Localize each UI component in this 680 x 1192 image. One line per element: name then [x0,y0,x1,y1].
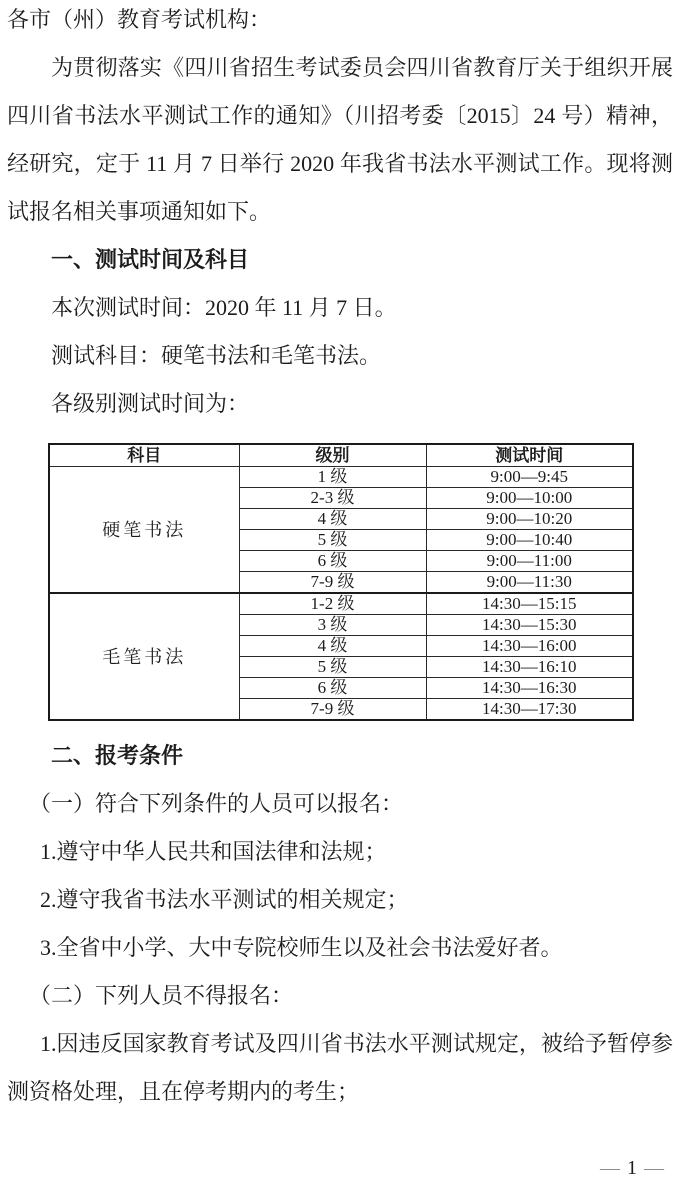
level-cell: 1-2 级 [239,593,426,615]
ineligible-intro: （二）下列人员不得报名： [29,983,294,1008]
level-cell: 4 级 [239,509,426,530]
time-cell: 9:00—10:40 [426,530,633,551]
intro-paragraph: 为贯彻落实《四川省招生考试委员会四川省教育厅关于组织开展四川省书法水平测试工作的通知》（川招考委〔2015〕24 号）精神，经研究，定于 11 月 7 日举行 2020 年我省书法水平测试工作。现将测试报名相关事项通知如下。 [7,55,673,224]
time-cell: 14:30—16:10 [426,657,633,678]
level-cell: 7-9 级 [239,699,426,721]
time-cell: 9:00—10:20 [426,509,633,530]
time-cell: 14:30—16:30 [426,678,633,699]
test-time-line: 本次测试时间：2020 年 11 月 7 日。 [51,295,397,320]
eligible-item-3: 3.全省中小学、大中专院校师生以及社会书法爱好者。 [40,935,563,960]
salutation: 各市（州）教育考试机构： [7,7,272,32]
page-number-dash-right: — [644,1157,664,1179]
eligible-item-1: 1.遵守中华人民共和国法律和法规； [40,839,387,864]
level-cell: 2-3 级 [239,488,426,509]
level-cell: 6 级 [239,678,426,699]
level-cell: 4 级 [239,636,426,657]
time-cell: 9:00—11:30 [426,572,633,594]
page-number: 1 [627,1157,637,1179]
ineligible-item-1: 1.因违反国家教育考试及四川省书法水平测试规定，被给予暂停参测资格处理，且在停考期内的考生； [7,1031,673,1104]
subject-cell-brush: 毛笔书法 [49,593,239,720]
level-cell: 5 级 [239,657,426,678]
page-footer [7,1144,673,1192]
section2-heading: 二、报考条件 [51,743,184,768]
time-cell: 9:00—10:00 [426,488,633,509]
page-number-dash-left: — [600,1157,620,1179]
time-cell: 14:30—16:00 [426,636,633,657]
schedule-table [48,443,634,721]
schedule-intro-line: 各级别测试时间为： [51,391,250,416]
level-cell: 7-9 级 [239,572,426,594]
eligible-item-2: 2.遵守我省书法水平测试的相关规定； [40,887,409,912]
time-cell: 14:30—15:15 [426,593,633,615]
time-cell: 9:00—11:00 [426,551,633,572]
level-cell: 5 级 [239,530,426,551]
table-row [49,467,633,488]
col-header-level: 级别 [239,444,426,467]
subject-cell-pen: 硬笔书法 [49,467,239,594]
level-cell: 1 级 [239,467,426,488]
level-cell: 6 级 [239,551,426,572]
table-header-row [49,444,633,467]
col-header-subject: 科目 [49,444,239,467]
level-cell: 3 级 [239,615,426,636]
subjects-line: 测试科目：硬笔书法和毛笔书法。 [51,343,382,368]
table-row [49,593,633,615]
eligible-intro: （一）符合下列条件的人员可以报名： [29,791,404,816]
time-cell: 14:30—17:30 [426,699,633,721]
col-header-time: 测试时间 [426,444,633,467]
time-cell: 14:30—15:30 [426,615,633,636]
section1-heading: 一、测试时间及科目 [51,247,250,272]
time-cell: 9:00—9:45 [426,467,633,488]
